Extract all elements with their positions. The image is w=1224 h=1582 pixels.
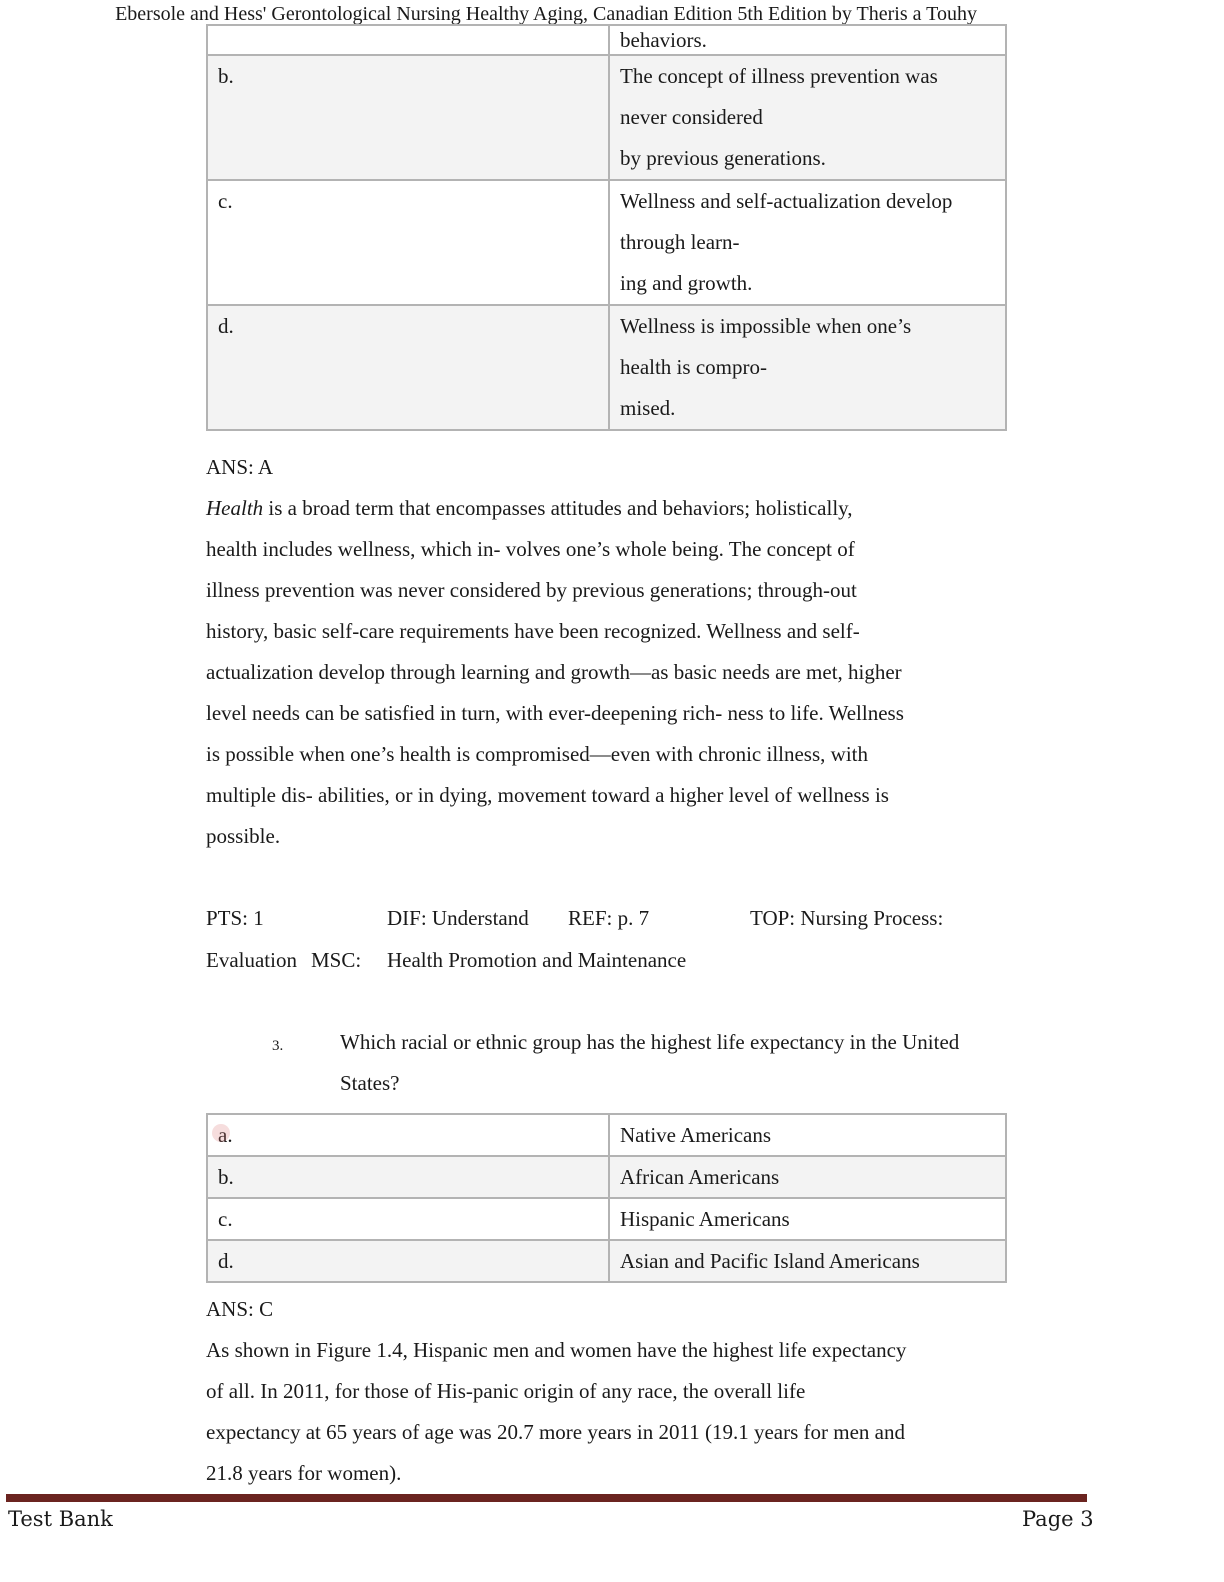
table-row: [207, 1156, 1006, 1198]
option-text: Native Americans: [609, 1114, 1006, 1156]
option-letter: c.: [207, 180, 609, 305]
table-row: [207, 25, 1006, 55]
option-text: The concept of illness prevention was never considered by previous generations.: [609, 55, 1006, 180]
table-row: [207, 55, 1006, 180]
q3-options-table: [206, 1113, 1007, 1283]
table-row: [207, 1198, 1006, 1240]
meta-ref: REF: p. 7: [568, 906, 650, 930]
q2-rationale: Health is a broad term that encompasses attitudes and behaviors; holistically, health includes wellness, which in- volves one’s whole being. The concept of illness prevention was never considered by previous generations; through-out history, basic self-care requirements have been recognized. Wellness and self- actualization develop through learning and growth—as basic needs are met, higher level needs can be satisfied in turn, with ever-deepening rich- ness to life. Wellness is possible when one’s health is compromised—even with chronic illness, with multiple dis- abilities, or in dying, movement toward a higher level of wellness is possible.: [206, 496, 904, 848]
meta-msc: MSC:: [311, 948, 362, 972]
option-text: Wellness and self-actualization develop through learn- ing and growth.: [609, 180, 1006, 305]
option-text: Asian and Pacific Island Americans: [609, 1240, 1006, 1282]
option-text: behaviors.: [609, 25, 1006, 55]
meta-msc-value: Health Promotion and Maintenance: [387, 948, 687, 972]
option-letter: c.: [207, 1198, 609, 1240]
q2-options-table: [206, 24, 1007, 431]
table-row: [207, 180, 1006, 305]
meta-dif: DIF: Understand: [387, 906, 529, 930]
meta-top: TOP: Nursing Process:: [750, 906, 944, 930]
option-letter: [207, 25, 609, 55]
meta-evaluation: Evaluation: [206, 948, 297, 972]
option-letter: d.: [207, 1240, 609, 1282]
footer-divider: [6, 1494, 1087, 1502]
table-row: [207, 305, 1006, 430]
option-text: Hispanic Americans: [609, 1198, 1006, 1240]
q3-answer: ANS: C: [206, 1297, 274, 1321]
option-letter: b.: [207, 1156, 609, 1198]
footer-label: Test Bank: [8, 1507, 113, 1531]
option-letter: b.: [207, 55, 609, 180]
option-text: Wellness is impossible when one’s health is compro- mised.: [609, 305, 1006, 430]
table-row: [207, 1114, 1006, 1156]
option-letter: a.: [207, 1114, 609, 1156]
option-text: African Americans: [609, 1156, 1006, 1198]
q2-answer: ANS: A: [206, 455, 274, 479]
option-letter: d.: [207, 305, 609, 430]
document-header: Ebersole and Hess' Gerontological Nursing Healthy Aging, Canadian Edition 5th Edition by Theris a Touhy: [115, 3, 977, 25]
q3-rationale: As shown in Figure 1.4, Hispanic men and women have the highest life expectancy of all. In 2011, for those of His-panic origin of any race, the overall life expectancy at 65 years of age was 20.7 more years in 2011 (19.1 years for men and 21.8 years for women).: [206, 1338, 907, 1485]
table-row: [207, 1240, 1006, 1282]
meta-pts: PTS: 1: [206, 906, 264, 930]
q3-question: Which racial or ethnic group has the highest life expectancy in the United States?: [340, 1030, 960, 1095]
highlight-mark: [212, 1124, 230, 1142]
q3-number: 3.: [272, 1038, 284, 1054]
page-number: Page 3: [1022, 1507, 1094, 1531]
rationale-lead-term: Health: [206, 496, 264, 520]
